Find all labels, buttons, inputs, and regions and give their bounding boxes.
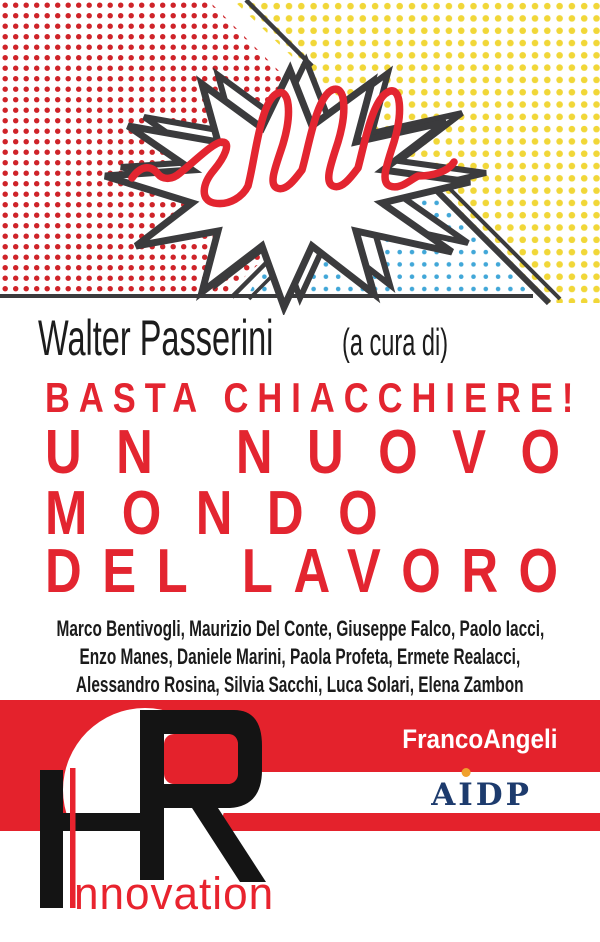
publisher-logo-text: FrancoAngeli (402, 724, 558, 754)
title-line-2-text: UN NUOVO (45, 418, 595, 487)
contributors-line (0, 672, 600, 700)
contributors-line-2-text: Enzo Manes, Daniele Marini, Paola Profeta, Ermete Realacci, (79, 644, 521, 669)
title-line-4-text: DEL LAVORO (45, 537, 579, 606)
hr-logo-r-stem (140, 710, 164, 880)
title-line-1-text: BASTA CHIACCHIERE! (45, 374, 583, 421)
publisher-logo (385, 724, 558, 755)
pop-art-illustration (0, 0, 600, 315)
author-name: Walter Passerini (38, 310, 274, 366)
bottom-frame-line (0, 294, 533, 298)
hr-innovation-wordmark (74, 868, 278, 920)
title-line-4 (45, 536, 600, 607)
title-line-1 (45, 374, 600, 422)
contributors-line (0, 616, 600, 644)
aidp-letter-i-with-orange-dot: I (458, 777, 476, 813)
aidp-logo (431, 777, 532, 813)
hr-logo-black-bar (40, 770, 63, 908)
contributors-line-3-text: Alessandro Rosina, Silvia Sacchi, Luca Solari, Elena Zambon (76, 672, 524, 697)
author-suffix: (a cura di) (342, 322, 449, 364)
author-line (38, 309, 513, 367)
title-line-3-text: MONDO (45, 479, 413, 548)
contributors-line-1-text: Marco Bentivogli, Maurizio Del Conte, Giuseppe Falco, Paolo Iacci, (56, 616, 544, 641)
hr-innovation-wordmark-text: nnovation (74, 868, 275, 919)
hr-logo-r-counter (164, 734, 238, 784)
contributors-line (0, 644, 600, 672)
aidp-letter-a: A (431, 777, 459, 813)
aidp-letters-dp: DP (475, 777, 532, 813)
contributors-block (0, 616, 600, 700)
